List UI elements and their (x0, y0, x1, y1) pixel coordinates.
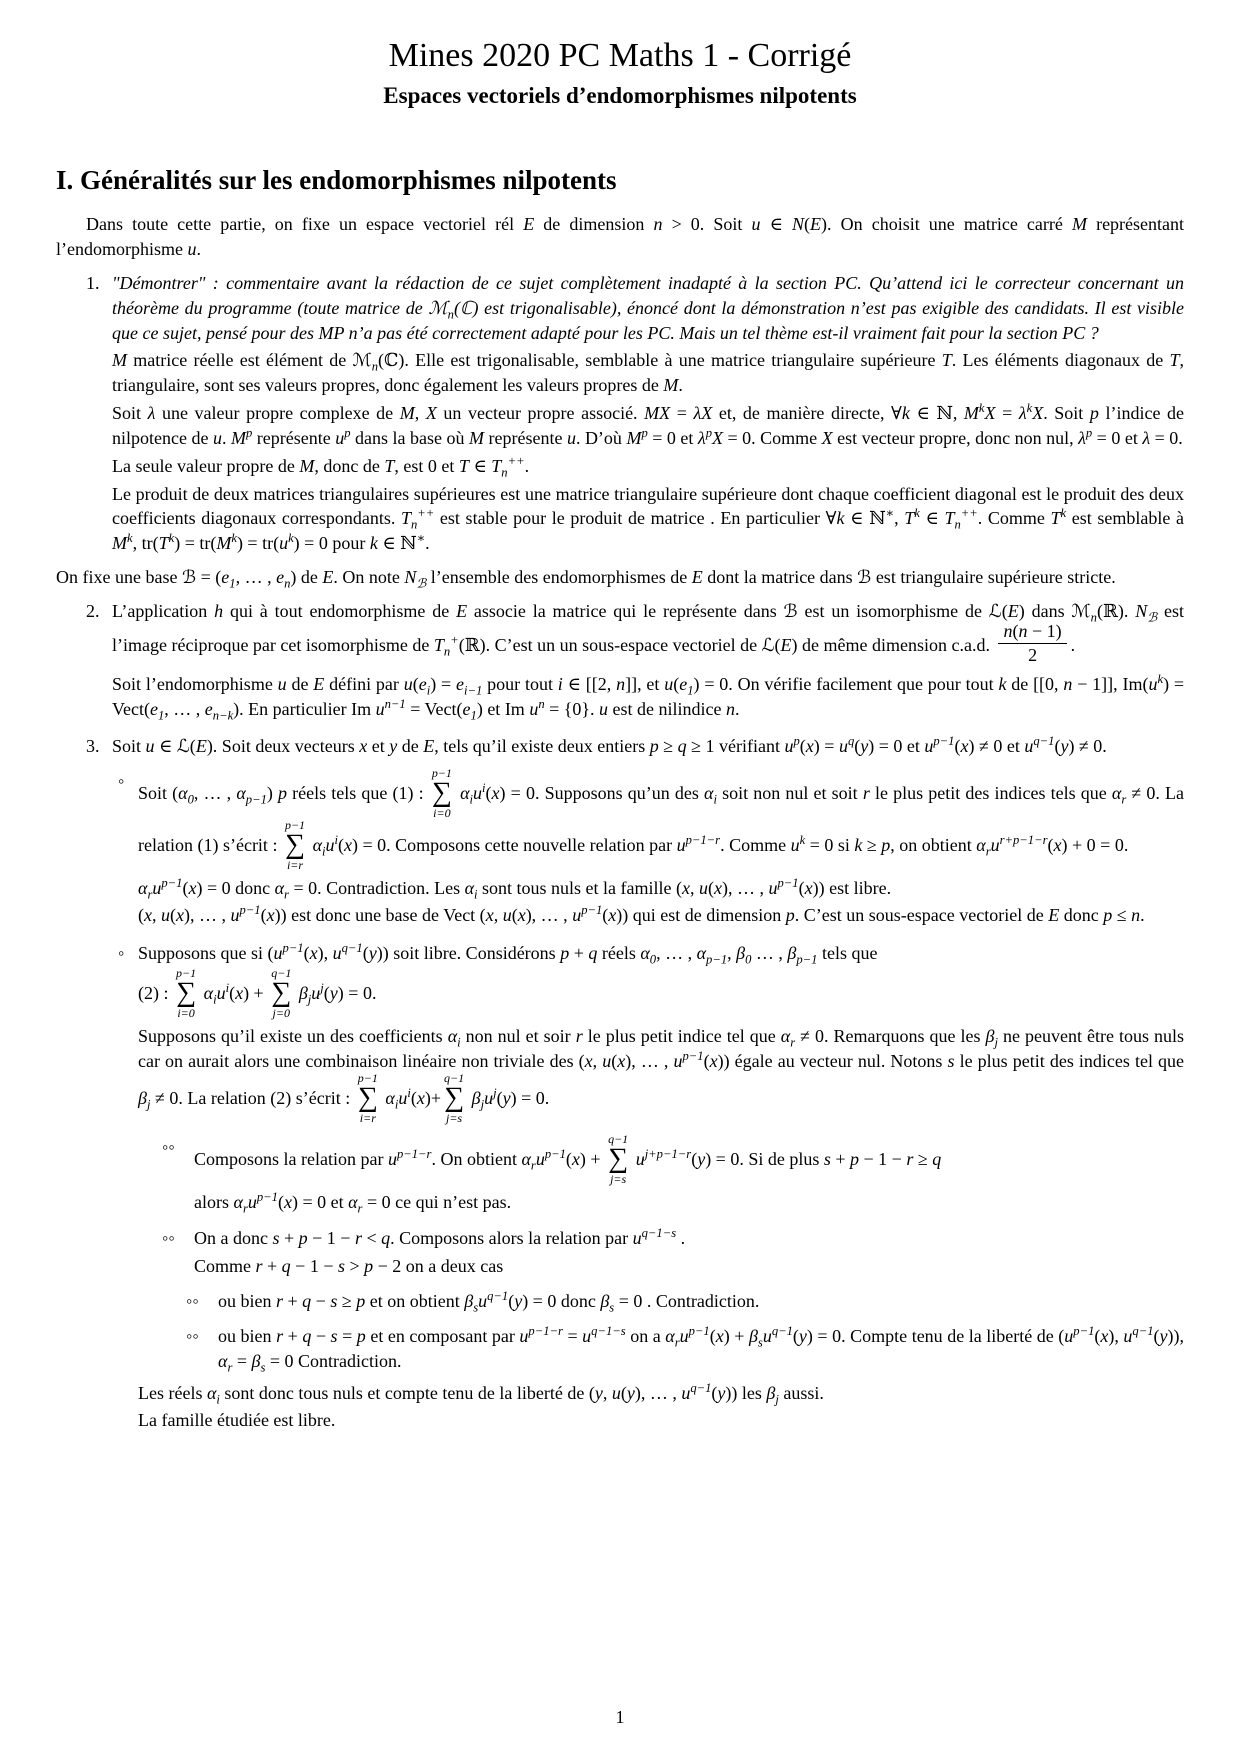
item-1-commentary: "Démontrer" : commentaire avant la rédaction de ce sujet complètement inadapté à la section PC. Qu’attend ici le correcteur concernant un théorème du programme (toute matrice de ℳ$_n$(ℂ) est trigonalisable), énoncé dont la démonstration n’est pas exigible des candidats. Il est visible que ce sujet, pensé pour des MP n’a pas été correctement adapté pour les PC. Mais un tel thème est-il vraiment fait pour la section PC ? (112, 272, 1185, 343)
sub-bullet-3-body (218, 1289, 1184, 1317)
bullet-2-marker: ◦ (118, 943, 125, 964)
item-1-paragraph-1: M matrice réelle est élément de ℳ$_n$(ℂ). Elle est trigonalisable, semblable à une matrice triangulaire supérieure T. Les éléments diagonaux de T, triangulaire, sont ses valeurs propres, donc également les valeurs propres de M. (112, 350, 1185, 396)
document-subtitle: Espaces vectoriels d’endomorphismes nilpotents (383, 83, 857, 109)
item-2-paragraph-1: L’application h qui à tout endomorphisme de E associe la matrice qui le représente dans ℬ est un isomorphisme de ℒ(E) dans ℳ$_n$(ℝ). $N_ℬ$ est l’image réciproque par cet isomorphisme de $T_n^+(ℝ)$. C’est un un sous-espace vectoriel de ℒ(E) de même dimension c.a.d. $\frac{n(n - 1)}{2}$ . (112, 600, 1184, 666)
sub-bullet-1 (138, 1131, 1184, 1218)
item-1-paragraph-3: La seule valeur propre de M, donc de T, est 0 et T ∈ $T_n^{++}$. (112, 453, 530, 480)
bullet-1-marker: ◦ (118, 770, 125, 791)
sub-bullet-1-paragraph-1: Composons la relation par $u^{p-1-r}$. On obtient $\alpha_ru^{p-1}(x)$ + q−1 ∑ j=s $u^{j+p-1-r}(y) = 0$. Si de plus s + p − 1 − r ≥ q (194, 1131, 942, 1186)
item-3-number: 3. (86, 735, 100, 756)
sub-bullet-1-marker: ◦◦ (162, 1136, 175, 1157)
sub-bullet-1-body (194, 1131, 1184, 1218)
item-1-paragraph-4: Le produit de deux matrices triangulaires supérieures est une matrice triangulaire supérieure dont chaque coefficient diagonal est le produit des deux coefficients diagonaux correspondants. $T_n^{++}$ est stable pour le produit de matrice . En particulier ∀k ∈ ℕ∗, $T^k$ ∈ $T_n^{++}$. Comme $T^k$ est semblable à $M^k$, $tr(T^k) = tr(M^k) = tr(u^k) = 0$ pour k ∈ ℕ∗. (112, 483, 1185, 554)
sub-bullet-2 (138, 1226, 1184, 1282)
bullet-1-body (138, 765, 1185, 932)
base-paragraph: On fixe une base ℬ = ($e_1$, … , $e_n$) de E. On note $N_ℬ$ l’ensemble des endomorphismes de E dont la matrice dans ℬ est triangulaire supérieure stricte. (56, 566, 1116, 591)
sub-bullet-4-marker: ◦◦ (186, 1325, 199, 1346)
sub-bullet-2-marker: ◦◦ (162, 1228, 175, 1249)
section-heading: I. Généralités sur les endomorphismes nilpotents (56, 164, 617, 195)
closing-paragraph-1: Les réels $\alpha_i$ sont donc tous nuls et compte tenu de la liberté de (y, u(y), … , $u^{q-1}(y)$) les $\beta_j$ aussi. (138, 1380, 824, 1407)
item-1-body (112, 271, 1184, 559)
bullet-2-paragraph-1: Supposons que si ($u^{p-1}(x)$, $u^{q-1}(y)$) soit libre. Considérons p + q réels $\alpha_0$, … , $\alpha_{p-1}$, $\beta_0$ … , $\beta_{p-1}$ tels que (138, 941, 878, 967)
sub-bullet-4-body (218, 1324, 1184, 1377)
item-3-paragraph-1: Soit u ∈ ℒ(E). Soit deux vecteurs x et y de E, tels qu’il existe deux entiers p ≥ q ≥ 1 vérifiant $u^p(x) = u^q(y) = 0$ et $u^{p-1}(x) \ne 0$ et $u^{q-1}(y) \ne 0$. (112, 733, 1107, 756)
bullet-1 (112, 765, 1185, 932)
bullet-2-body (138, 941, 1184, 1436)
item-1-paragraph-2: Soit λ une valeur propre complexe de M, X un vecteur propre associé. MX = λX et, de manière directe, ∀k ∈ ℕ, $M^kX = \lambda^kX$. Soit p l’indice de nilpotence de u. $M^p$ représente $u^p$ dans la base où M représente u. D’où $M^p = 0$ et $\lambda^pX = 0$. Comme X est vecteur propre, donc non nul, $\lambda^p = 0$ et λ = 0. (112, 401, 1185, 448)
sub-bullet-1-paragraph-2: alors $\alpha_ru^{p-1}(x) = 0$ et $\alpha_r = 0$ ce qui n’est pas. (194, 1189, 512, 1216)
sub-bullet-2-paragraph-1: On a donc s + p − 1 − r < q. Composons alors la relation par $u^{q-1-s}$ . (194, 1226, 686, 1249)
sub-bullet-3 (138, 1289, 1184, 1317)
list-item-1 (56, 271, 1184, 559)
sub-bullet-3-marker: ◦◦ (186, 1291, 199, 1312)
bullet-1-paragraph-1: Soit ($\alpha_0$, … , $\alpha_{p-1}$) p réels tels que (1) : p−1 ∑ i=0 $\alpha_iu^i(x) = 0$. Supposons qu’un des $\alpha_i$ soit non nul et soit r le plus petit des indices tels que $\alpha_r \ne 0$. La relation (1) s’écrit : p−1 ∑ i=r $\alpha_iu^i(x) = 0$. Composons cette nouvelle relation par $u^{p-1-r}$. Comme $u^k = 0$ si k ≥ p, on obtient $\alpha_ru^{r+p-1-r}(x) + 0 = 0$. (138, 765, 1185, 872)
list-item-2 (56, 599, 1184, 725)
bullet-2-paragraph-2: Supposons qu’il existe un des coefficients $\alpha_i$ non nul et soir r le plus petit indice tel que $\alpha_r \ne 0$. Remarquons que les $\beta_j$ ne peuvent être tous nuls car on aurait alors une combinaison linéaire non triviale des (x, u(x), … , $u^{p-1}(x)$) égale au vecteur nul. Notons s le plus petit des indices tel que $\beta_j \ne 0$. La relation (2) s’écrit : p−1 ∑ i=r $\alpha_iu^i(x)+$ q−1 ∑ j=s $\beta_ju^j(y) = 0$. (138, 1025, 1185, 1125)
item-2-number: 2. (86, 600, 100, 621)
item-3-body (112, 734, 1184, 1443)
bullet-2 (112, 941, 1184, 1436)
list-item-3 (56, 734, 1184, 1443)
sub-bullet-4 (138, 1324, 1184, 1377)
page-number: 1 (615, 1707, 625, 1728)
sub-bullet-2-paragraph-2: Comme r + q − 1 − s > p − 2 on a deux cas (194, 1256, 504, 1277)
item-1-number: 1. (86, 272, 100, 293)
bullet-1-paragraph-2: $\alpha_ru^{p-1}(x) = 0$ donc $\alpha_r = 0$. Contradiction. Les $\alpha_i$ sont tous nuls et la famille (x, u(x), … , $u^{p-1}(x)$) est libre. (138, 875, 892, 902)
item-2-body (112, 599, 1184, 725)
bullet-1-paragraph-3: (x, u(x), … , $u^{p-1}(x)$) est donc une base de Vect (x, u(x), … , $u^{p-1}(x)$) qui est de dimension p. C’est un sous-espace vectoriel de E donc p ≤ n. (138, 903, 1145, 926)
sub-bullet-2-body (194, 1226, 1184, 1282)
document-title: Mines 2020 PC Maths 1 - Corrigé (388, 37, 852, 74)
item-2-paragraph-2: Soit l’endomorphisme u de E défini par $u(e_i) = e_{i-1}$ pour tout i ∈ [[2, n]], et $u(e_1) = 0$. On vérifie facilement que pour tout k de [[0, n − 1]], $Im(u^k)$ = $Vect(e_1$, … , $e_{n-k}$). En particulier Im $u^{n-1}$ = $Vect(e_1)$ et Im $u^n = \{0\}$. u est de nilindice n. (112, 672, 1185, 723)
bullet-2-formula: (2) : p−1 ∑ i=0 $\alpha_iu^i(x)$ + q−1 ∑ j=0 $\beta_ju^j(y) = 0$. (138, 965, 377, 1020)
sub-bullet-4-paragraph-1: ou bien r + q − s = p et en composant par $u^{p-1-r} = u^{q-1-s}$ on a $\alpha_ru^{p-1}(x) + \beta_su^{q-1}(y) = 0$. Compte tenu de la liberté de ($u^{p-1}(x)$, $u^{q-1}(y)$), $\alpha_r = \beta_s = 0$ Contradiction. (218, 1323, 1185, 1375)
sub-bullet-3-paragraph-1: ou bien r + q − s ≥ p et on obtient $\beta_su^{q-1}(y) = 0$ donc $\beta_s = 0$ . Contradiction. (218, 1289, 760, 1315)
intro-paragraph: Dans toute cette partie, on fixe un espace vectoriel rél E de dimension n > 0. Soit u ∈ N(E). On choisit une matrice carré M représentant l’endomorphisme u. (56, 214, 1185, 260)
closing-paragraph-2: La famille étudiée est libre. (138, 1410, 336, 1431)
